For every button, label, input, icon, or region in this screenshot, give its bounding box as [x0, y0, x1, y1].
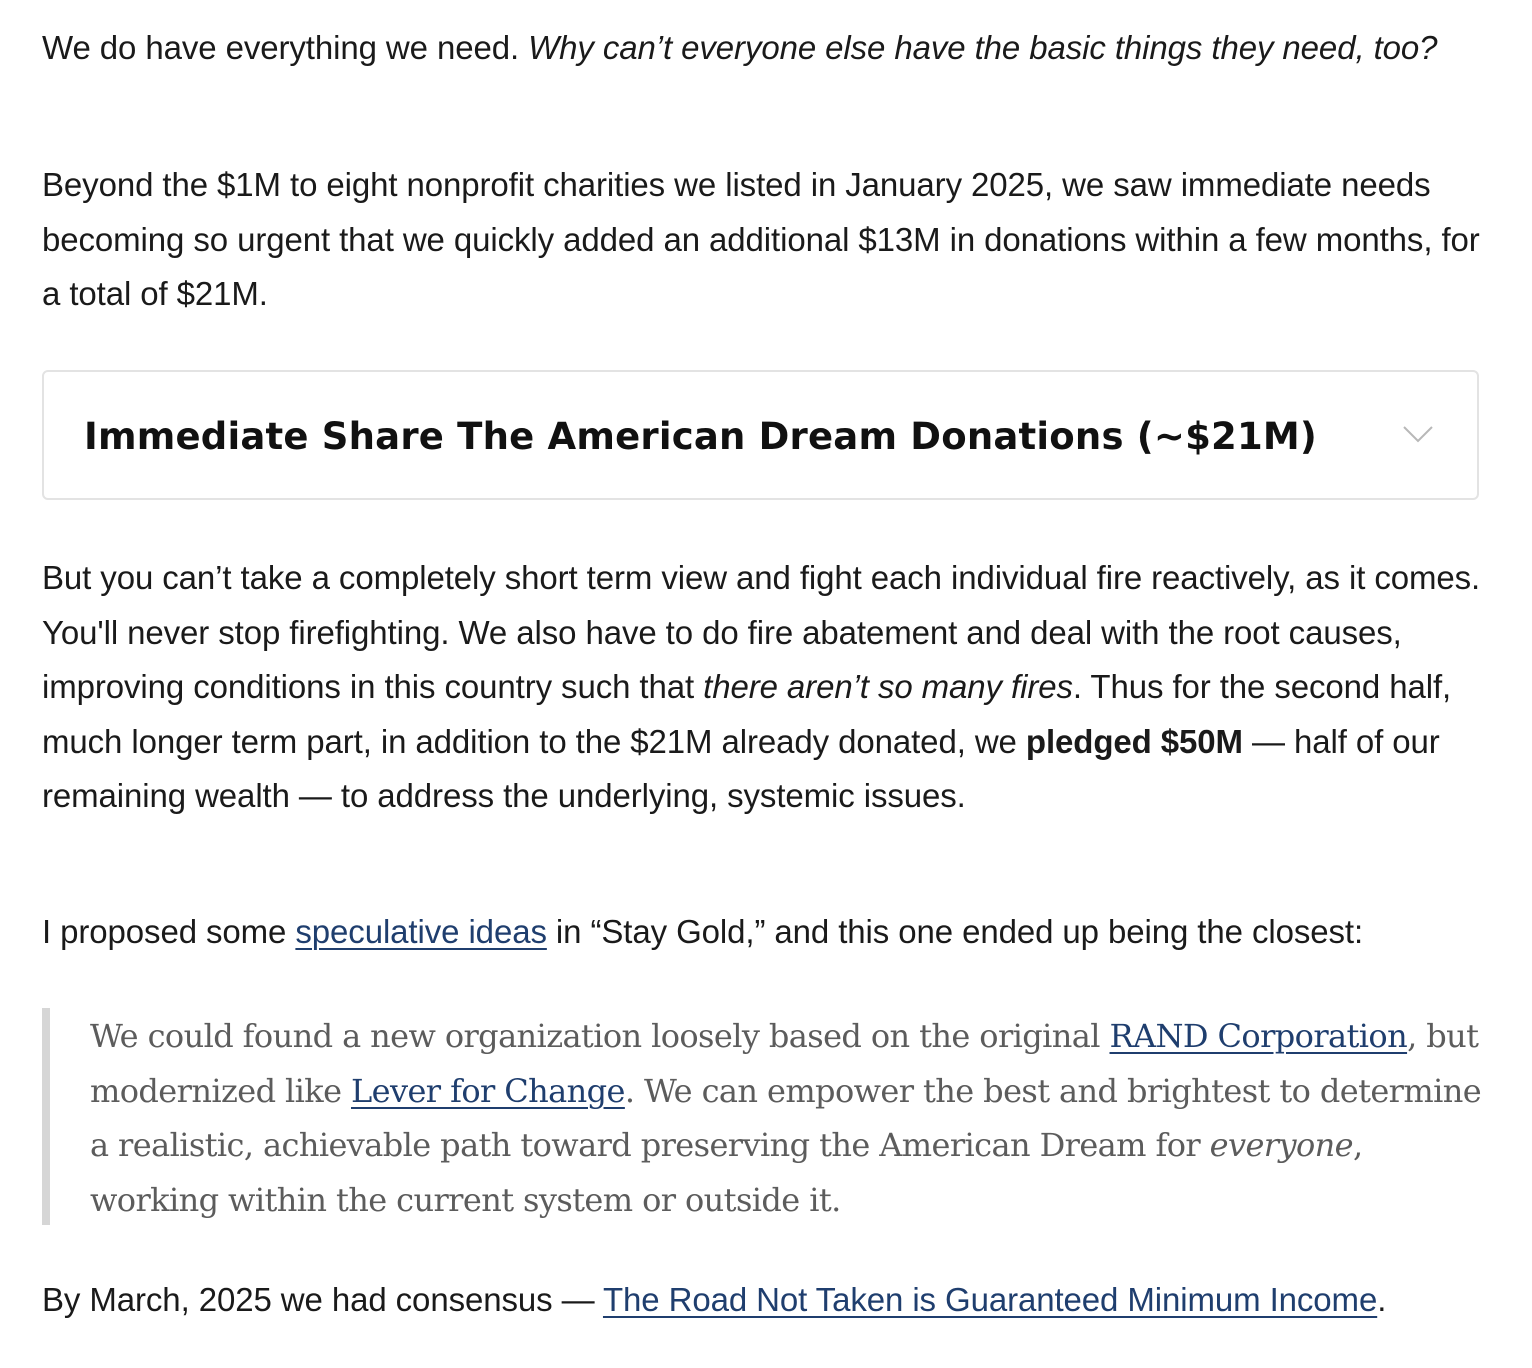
proposal-text-a: I proposed some: [42, 913, 296, 950]
lever-for-change-link[interactable]: Lever for Change: [351, 1071, 625, 1110]
rand-corporation-link[interactable]: RAND Corporation: [1109, 1017, 1408, 1055]
paragraph-intro-text: We do have everything we need.: [42, 29, 529, 66]
quote-text-c: . We can empower the best and brightest to determine a realistic, achievable path toward preserving the American Dream for: [90, 1071, 1482, 1164]
donations-accordion[interactable]: [42, 370, 1479, 500]
root-causes-text-b: . Thus for the second half, much longer term part, in addition to the $21M already donated, we: [42, 668, 1452, 760]
quote-text-b: , but modernized like: [90, 1017, 1479, 1110]
proposal-text-b: in “Stay Gold,” and this one ended up being the closest:: [546, 913, 1364, 950]
quote-text-d: , working within the current system or outside it.: [90, 1126, 1363, 1219]
consensus-text-b: .: [1377, 1281, 1387, 1318]
root-causes-text-a: But you can’t take a completely short term view and fight each individual fire reactively, as it comes. You'll never stop firefighting. We also have to do fire abatement and deal with the root causes, improving conditions in this country such that: [42, 559, 1481, 705]
paragraph-intro-italic: Why can’t everyone else have the basic things they need, too?: [528, 29, 1438, 66]
guaranteed-minimum-income-link[interactable]: The Road Not Taken is Guaranteed Minimum Income: [602, 1281, 1378, 1318]
consensus-text-a: By March, 2025 we had consensus —: [42, 1281, 603, 1318]
quote-text-a: We could found a new organization loosely based on the original: [90, 1017, 1110, 1055]
blockquote: [42, 1008, 1482, 1225]
blockquote-text: [90, 1009, 1482, 1227]
root-causes-text-c: — half of our remaining wealth — to address the underlying, systemic issues.: [42, 722, 1440, 814]
paragraph-root-causes: [42, 551, 1482, 824]
root-causes-italic: there aren’t so many fires: [703, 668, 1073, 705]
quote-italic: everyone: [1209, 1126, 1353, 1164]
paragraph-consensus: [42, 1273, 1502, 1328]
root-causes-bold: pledged $50M: [1025, 722, 1243, 760]
paragraph-proposal: [42, 905, 1482, 960]
chevron-down-icon[interactable]: [1402, 424, 1434, 444]
paragraph-intro: [42, 21, 1482, 76]
paragraph-donations: Beyond the $1M to eight nonprofit charities we listed in January 2025, we saw immediate needs becoming so urgent that we quickly added an additional $13M in donations within a few months, for a total of $21M.: [42, 166, 1480, 312]
speculative-ideas-link[interactable]: speculative ideas: [295, 913, 547, 950]
accordion-title: Immediate Share The American Dream Donations (~$21M): [84, 415, 1318, 458]
